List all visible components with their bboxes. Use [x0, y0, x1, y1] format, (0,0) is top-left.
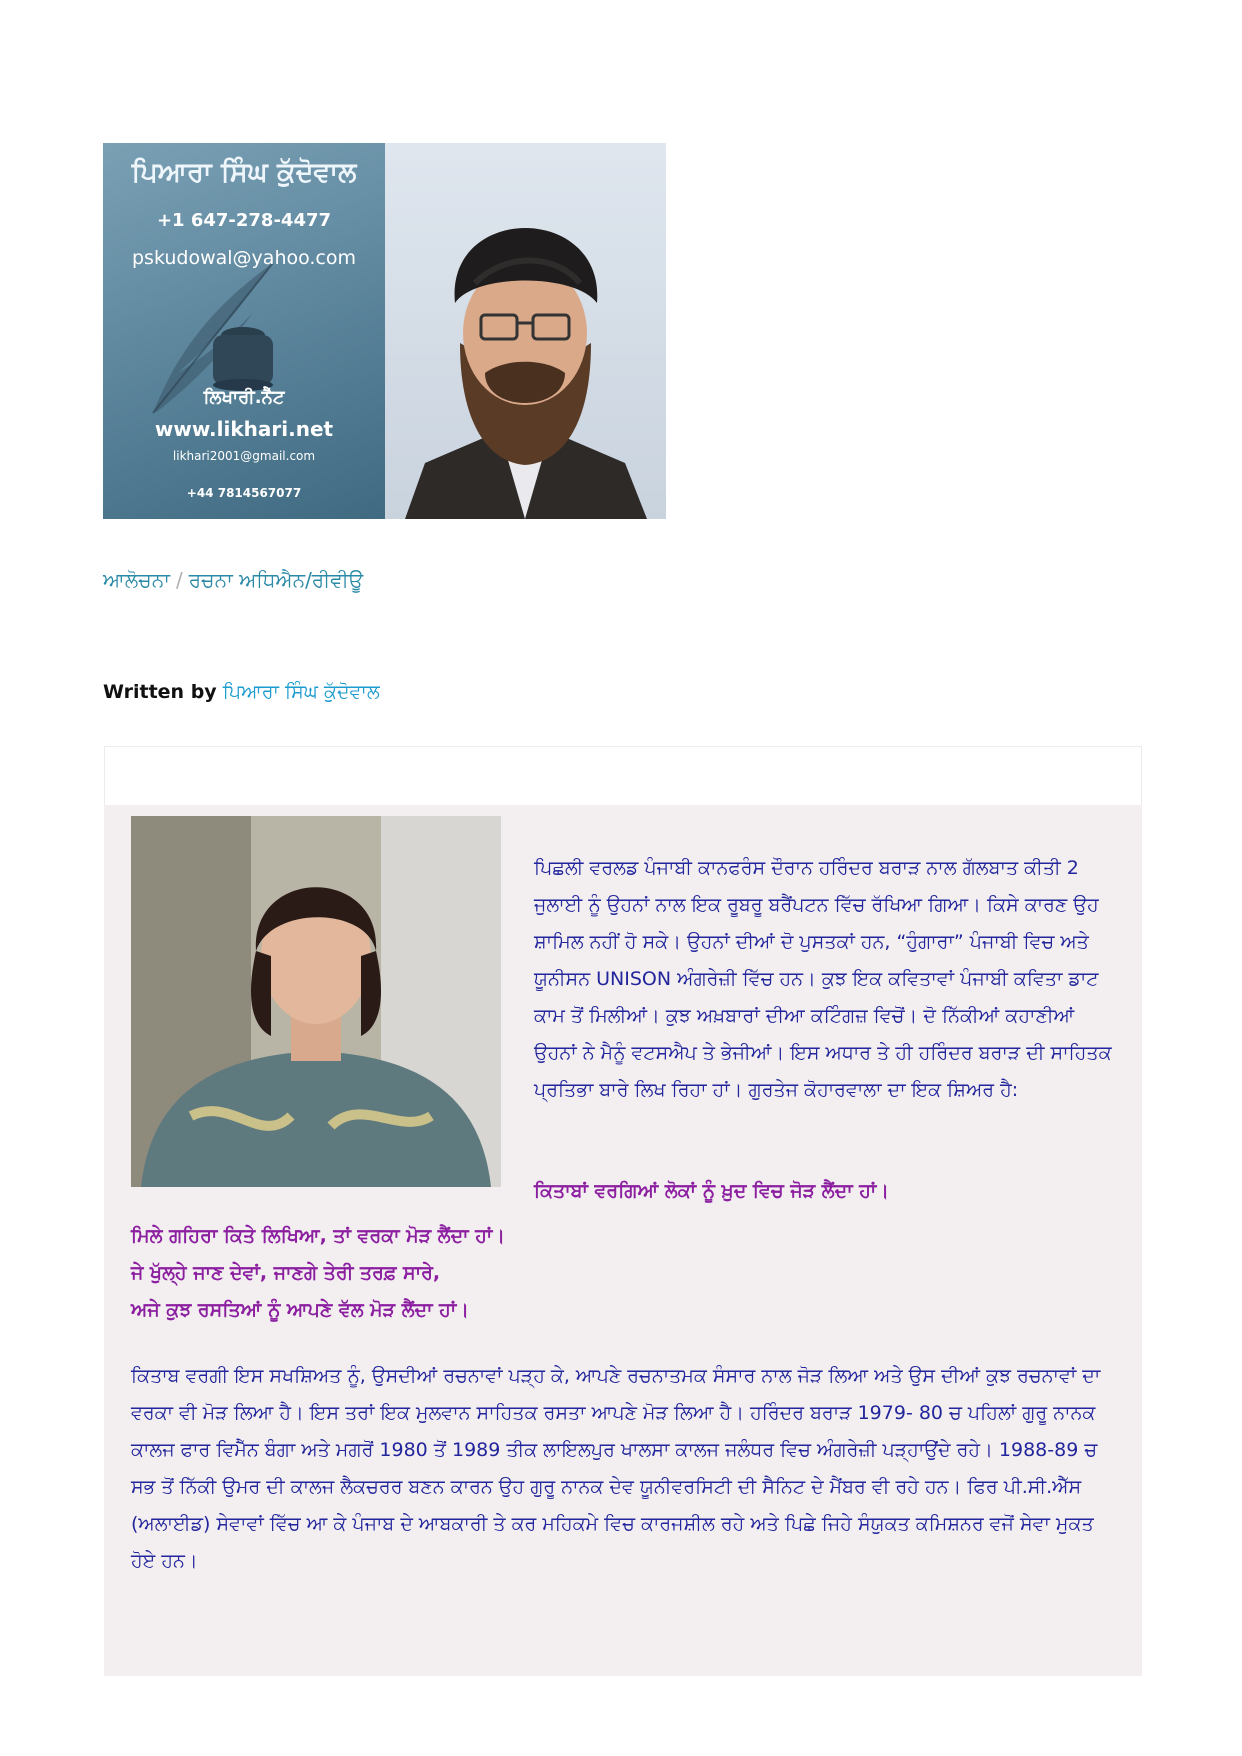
byline-label: Written by: [103, 681, 217, 703]
category-breadcrumb: [103, 568, 363, 592]
verse-line-1: ਕਿਤਾਬਾਂ ਵਰਗਿਆਂ ਲੋਕਾਂ ਨੂੰ ਖ਼ੁਦ ਵਿਚ ਜੋੜ ਲੈਂਦਾ ਹਾਂ।: [534, 1180, 890, 1202]
author-portrait: [385, 143, 666, 519]
banner-contact-card: [103, 143, 385, 519]
author-link[interactable]: ਪਿਆਰਾ ਸਿੰਘ ਕੁੱਦੋਵਾਲ: [222, 681, 380, 703]
author-banner-image: [103, 143, 666, 519]
banner-email: pskudowal@yahoo.com: [131, 247, 357, 269]
portrait-illustration: [385, 143, 666, 519]
article-intro: ਪਿਛਲੀ ਵਰਲਡ ਪੰਜਾਬੀ ਕਾਨਫਰੰਸ ਦੌਰਾਨ ਹਰਿੰਦਰ ਬਰਾੜ ਨਾਲ ਗੱਲਬਾਤ ਕੀਤੀ 2 ਜੁਲਾਈ ਨੂੰ ਉਹਨਾਂ ਨਾਲ ਇਕ ਰੂਬਰੂ ਬਰੈਂਪਟਨ ਵਿੱਚ ਰੱਖਿਆ ਗਿਆ। ਕਿਸੇ ਕਾਰਣ ਉਹ ਸ਼ਾਮਿਲ ਨਹੀਂ ਹੋ ਸਕੇ। ਉਹਨਾਂ ਦੀਆਂ ਦੋ ਪੁਸਤਕਾਂ ਹਨ, “ਹੁੰਗਾਰਾ” ਪੰਜਾਬੀ ਵਿਚ ਅਤੇ ਯੂਨੀਸਨ UNISON ਅੰਗਰੇਜ਼ੀ ਵਿੱਚ ਹਨ। ਕੁਝ ਇਕ ਕਵਿਤਾਵਾਂ ਪੰਜਾਬੀ ਕਵਿਤਾ ਡਾਟ ਕਾਮ ਤੋਂ ਮਿਲੀਆਂ। ਕੁਝ ਅਖ਼ਬਾਰਾਂ ਦੀਆ ਕਟਿੰਗਜ਼ ਵਿਚੋਂ। ਦੋ ਨਿੱਕੀਆਂ ਕਹਾਣੀਆਂ ਉਹਨਾਂ ਨੇ ਮੈਨੂੰ ਵਟਸਐਪ ਤੇ ਭੇਜੀਆਂ। ਇਸ ਅਧਾਰ ਤੇ ਹੀ ਹਰਿੰਦਰ ਬਰਾੜ ਦੀ ਸਾਹਿਤਕ ਪ੍ਰਤਿਭਾ ਬਾਰੇ ਲਿਖ ਰਿਹਾ ਹਾਂ। ਗੁਰਤੇਜ ਕੋਹਾਰਵਾਲਾ ਦਾ ਇਕ ਸ਼ਿਅਰ ਹੈ:: [534, 857, 1112, 1101]
subject-photo: [131, 816, 501, 1187]
banner-website: www.likhari.net: [154, 417, 334, 441]
category-separator: /: [175, 568, 183, 592]
inkpot-icon: [193, 323, 293, 393]
category-link-review[interactable]: ਰਚਨਾ ਅਧਿਐਨ/ਰੀਵੀਊ: [188, 568, 364, 592]
banner-uk-phone: +44 7814567077: [186, 486, 302, 500]
verse-block: [131, 1218, 505, 1329]
category-link-criticism[interactable]: ਆਲੋਚਨਾ: [103, 568, 170, 592]
verse-line-3: ਜੇ ਖੁੱਲ੍ਹੇ ਜਾਣ ਦੇਵਾਂ, ਜਾਣਗੇ ਤੇਰੀ ਤਰਫ਼ ਸਾਰੇ,: [131, 1262, 441, 1284]
banner-phone: +1 647-278-4477: [156, 210, 332, 231]
banner-gmail: likhari2001@gmail.com: [172, 449, 316, 463]
content-box-header: [104, 746, 1142, 806]
byline: [103, 681, 380, 703]
subject-photo-illustration: [131, 816, 501, 1187]
banner-name: ਪਿਆਰਾ ਸਿੰਘ ਕੁੱਦੋਵਾਲ: [131, 157, 357, 188]
verse-line-2: ਮਿਲੇ ਗਹਿਰਾ ਕਿਤੇ ਲਿਖਿਆ, ਤਾਂ ਵਰਕਾ ਮੋੜ ਲੈਂਦਾ ਹਾਂ।: [131, 1225, 506, 1247]
banner-brand: ਲਿਖਾਰੀ.ਨੈੱਟ: [203, 387, 285, 408]
verse-line-4: ਅਜੇ ਕੁਝ ਰਸਤਿਆਂ ਨੂੰ ਆਪਣੇ ਵੱਲ ਮੋੜ ਲੈਂਦਾ ਹਾਂ।: [131, 1299, 470, 1321]
article-body: ਕਿਤਾਬ ਵਰਗੀ ਇਸ ਸਖਸ਼ਿਅਤ ਨੂੰ, ਉਸਦੀਆਂ ਰਚਨਾਵਾਂ ਪੜ੍ਹ ਕੇ, ਆਪਣੇ ਰਚਨਾਤਮਕ ਸੰਸਾਰ ਨਾਲ ਜੋੜ ਲਿਆ ਅਤੇ ਉਸ ਦੀਆਂ ਕੁਝ ਰਚਨਾਵਾਂ ਦਾ ਵਰਕਾ ਵੀ ਮੋੜ ਲਿਆ ਹੈ। ਇਸ ਤਰਾਂ ਇਕ ਮੁਲਵਾਨ ਸਾਹਿਤਕ ਰਸਤਾ ਆਪਣੇ ਮੋੜ ਲਿਆ ਹੈ। ਹਰਿੰਦਰ ਬਰਾੜ 1979- 80 ਚ ਪਹਿਲਾਂ ਗੁਰੂ ਨਾਨਕ ਕਾਲਜ ਫਾਰ ਵਿਮੈੱਨ ਬੰਗਾ ਅਤੇ ਮਗਰੋਂ 1980 ਤੋਂ 1989 ਤੀਕ ਲਾਇਲਪੁਰ ਖਾਲਸਾ ਕਾਲਜ ਜਲੰਧਰ ਵਿਚ ਅੰਗਰੇਜ਼ੀ ਪੜ੍ਹਾਉਂਦੇ ਰਹੇ। 1988-89 ਚ ਸਭ ਤੋਂ ਨਿੱਕੀ ਉਮਰ ਦੀ ਕਾਲਜ ਲੈਕਚਰਰ ਬਣਨ ਕਾਰਨ ਉਹ ਗੁਰੂ ਨਾਨਕ ਦੇਵ ਯੂਨੀਵਰਸਿਟੀ ਦੀ ਸੈਨਿਟ ਦੇ ਮੈਂਬਰ ਵੀ ਰਹੇ ਹਨ। ਫਿਰ ਪੀ.ਸੀ.ਐੱਸ (ਅਲਾਈਡ) ਸੇਵਾਵਾਂ ਵਿੱਚ ਆ ਕੇ ਪੰਜਾਬ ਦੇ ਆਬਕਾਰੀ ਤੇ ਕਰ ਮਹਿਕਮੇ ਵਿਚ ਕਾਰਜਸ਼ੀਲ ਰਹੇ ਅਤੇ ਪਿਛੇ ਜਿਹੇ ਸੰਯੁਕਤ ਕਮਿਸ਼ਨਰ ਵਜੋਂ ਸੇਵਾ ਮੁਕਤ ਹੋਏ ਹਨ।: [131, 1365, 1101, 1572]
